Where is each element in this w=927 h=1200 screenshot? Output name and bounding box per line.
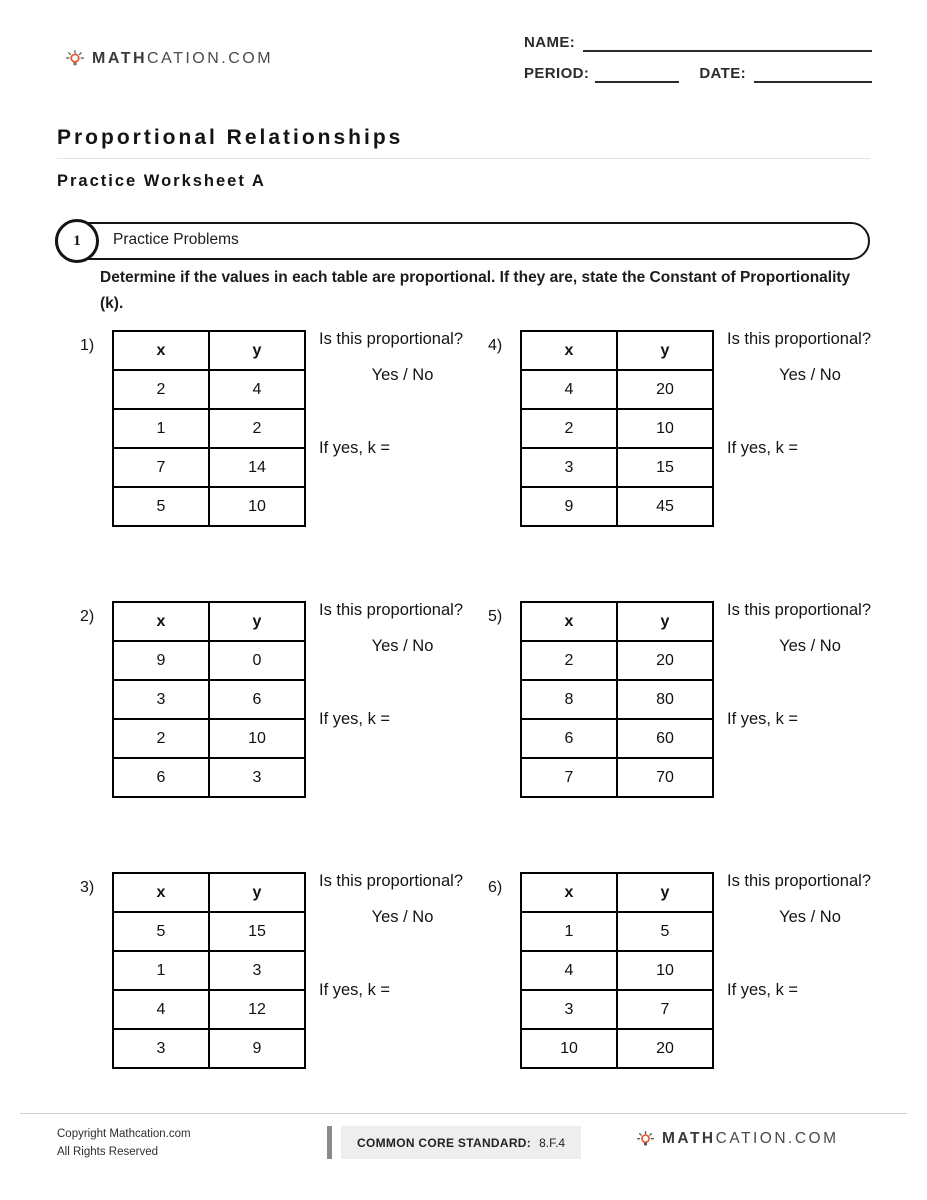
lightbulb-icon (637, 1131, 654, 1148)
table-row (113, 719, 305, 758)
table-row (521, 1029, 713, 1068)
table-row (521, 912, 713, 951)
cell-x: 4 (521, 951, 617, 990)
cell-x: 10 (521, 1029, 617, 1068)
table-row (521, 990, 713, 1029)
section-banner (55, 222, 870, 260)
table-header-row (113, 873, 305, 912)
col-header-x: x (113, 602, 209, 641)
page-subtitle: Practice Worksheet A (57, 172, 266, 190)
problem-number: 6) (488, 879, 503, 896)
table-row (521, 448, 713, 487)
yes-no-options: Yes / No (779, 366, 841, 384)
problem-3 (78, 872, 486, 1069)
cell-x: 7 (521, 758, 617, 797)
problem-2 (78, 601, 486, 798)
proportional-question: Is this proportional? (727, 330, 871, 348)
period-label: PERIOD: (524, 65, 590, 82)
proportional-question: Is this proportional? (727, 872, 871, 890)
col-header-x: x (521, 602, 617, 641)
cell-x: 3 (521, 990, 617, 1029)
cell-y: 4 (209, 370, 305, 409)
xy-table (520, 601, 714, 798)
table-row (113, 409, 305, 448)
name-label: NAME: (524, 34, 576, 51)
table-header-row (113, 331, 305, 370)
xy-table (112, 330, 306, 527)
cell-x: 2 (521, 409, 617, 448)
cell-y: 2 (209, 409, 305, 448)
brand-light: CATION.COM (147, 50, 274, 67)
title-divider (57, 158, 870, 159)
table-row (521, 680, 713, 719)
cell-x: 2 (521, 641, 617, 680)
problem-number: 1) (80, 337, 95, 354)
col-header-y: y (617, 873, 713, 912)
table-row (113, 680, 305, 719)
brand-text (662, 1130, 839, 1148)
cell-y: 10 (209, 487, 305, 526)
cell-y: 45 (617, 487, 713, 526)
standard-label: COMMON CORE STANDARD: (357, 1135, 532, 1150)
table-row (521, 487, 713, 526)
problem-number: 2) (80, 608, 95, 625)
table-row (113, 990, 305, 1029)
table-header-row (113, 602, 305, 641)
table-row (521, 719, 713, 758)
cell-y: 15 (209, 912, 305, 951)
cell-y: 9 (209, 1029, 305, 1068)
cell-y: 80 (617, 680, 713, 719)
cell-y: 70 (617, 758, 713, 797)
col-header-y: y (209, 331, 305, 370)
proportional-question: Is this proportional? (319, 601, 463, 619)
problem-1 (78, 330, 486, 527)
mathcation-logo (66, 50, 273, 68)
table-row (113, 641, 305, 680)
cell-y: 14 (209, 448, 305, 487)
table-row (521, 641, 713, 680)
copyright-line-1: Copyright Mathcation.com (57, 1128, 191, 1140)
common-core-standard (327, 1126, 581, 1159)
table-header-row (521, 873, 713, 912)
mathcation-footer-logo (637, 1130, 839, 1148)
problem-5 (486, 601, 893, 798)
cell-y: 6 (209, 680, 305, 719)
cell-y: 15 (617, 448, 713, 487)
table-row (113, 758, 305, 797)
cell-y: 20 (617, 1029, 713, 1068)
date-label: DATE: (699, 65, 747, 82)
standard-value: 8.F.4 (539, 1135, 566, 1150)
problem-number: 5) (488, 608, 503, 625)
col-header-y: y (617, 331, 713, 370)
question-block (727, 330, 893, 458)
col-header-y: y (617, 602, 713, 641)
table-header-row (521, 331, 713, 370)
yes-no-options: Yes / No (779, 637, 841, 655)
page-title: Proportional Relationships (57, 126, 404, 149)
xy-table (112, 872, 306, 1069)
name-row (524, 33, 872, 52)
cell-x: 2 (113, 370, 209, 409)
student-fields (524, 33, 872, 95)
col-header-x: x (113, 331, 209, 370)
problem-6 (486, 872, 893, 1069)
cell-y: 7 (617, 990, 713, 1029)
table-row (521, 758, 713, 797)
cell-x: 6 (113, 758, 209, 797)
col-header-y: y (209, 602, 305, 641)
col-header-x: x (521, 331, 617, 370)
cell-x: 9 (113, 641, 209, 680)
question-block (319, 330, 486, 458)
col-header-x: x (113, 873, 209, 912)
xy-table (520, 872, 714, 1069)
xy-table (520, 330, 714, 527)
yes-no-options: Yes / No (371, 366, 434, 384)
table-row (113, 448, 305, 487)
brand-light: CATION.COM (715, 1130, 839, 1147)
cell-x: 7 (113, 448, 209, 487)
cell-x: 4 (521, 370, 617, 409)
cell-x: 5 (113, 487, 209, 526)
cell-x: 6 (521, 719, 617, 758)
brand-bold: MATH (662, 1130, 716, 1147)
section-title: Practice Problems (113, 231, 239, 248)
cell-y: 10 (617, 409, 713, 448)
cell-y: 5 (617, 912, 713, 951)
k-prompt: If yes, k = (727, 981, 799, 999)
standard-box (341, 1126, 581, 1159)
cell-y: 20 (617, 370, 713, 409)
proportional-question: Is this proportional? (727, 601, 871, 619)
proportional-question: Is this proportional? (319, 872, 463, 890)
cell-x: 3 (113, 1029, 209, 1068)
cell-x: 3 (113, 680, 209, 719)
footer-divider (20, 1113, 907, 1114)
yes-no-options: Yes / No (779, 908, 841, 926)
problem-4 (486, 330, 893, 527)
question-block (727, 601, 893, 729)
problems-grid (78, 330, 893, 1069)
instructions-text: Determine if the values in each table are proportional. If they are, state the Constant of Proportionality (k). (100, 269, 851, 312)
k-prompt: If yes, k = (727, 439, 799, 457)
yes-no-options: Yes / No (371, 637, 434, 655)
table-row (113, 912, 305, 951)
cell-x: 1 (113, 951, 209, 990)
k-prompt: If yes, k = (319, 710, 391, 728)
table-row (113, 1029, 305, 1068)
cell-y: 10 (617, 951, 713, 990)
col-header-x: x (521, 873, 617, 912)
proportional-question: Is this proportional? (319, 330, 463, 348)
lightbulb-icon (66, 50, 84, 68)
cell-y: 20 (617, 641, 713, 680)
problem-number: 3) (80, 879, 95, 896)
cell-y: 3 (209, 951, 305, 990)
yes-no-options: Yes / No (371, 908, 434, 926)
table-row (113, 370, 305, 409)
table-row (521, 370, 713, 409)
copyright-line-2: All Rights Reserved (57, 1146, 158, 1159)
cell-x: 1 (521, 912, 617, 951)
brand-bold: MATH (92, 50, 148, 67)
k-prompt: If yes, k = (727, 710, 799, 728)
k-prompt: If yes, k = (319, 981, 391, 999)
table-header-row (521, 602, 713, 641)
cell-y: 60 (617, 719, 713, 758)
cell-y: 12 (209, 990, 305, 1029)
table-row (521, 951, 713, 990)
brand-text (92, 50, 273, 68)
cell-x: 2 (113, 719, 209, 758)
problem-number: 4) (488, 337, 503, 354)
cell-x: 5 (113, 912, 209, 951)
question-block (727, 872, 893, 1000)
name-blank-line (583, 33, 872, 52)
table-row (113, 487, 305, 526)
cell-y: 3 (209, 758, 305, 797)
cell-y: 10 (209, 719, 305, 758)
table-row (113, 951, 305, 990)
col-header-y: y (209, 873, 305, 912)
xy-table (112, 601, 306, 798)
question-block (319, 601, 486, 729)
cell-x: 3 (521, 448, 617, 487)
copyright-text (57, 1125, 191, 1162)
k-prompt: If yes, k = (319, 439, 391, 457)
period-blank-line (595, 64, 679, 83)
period-date-row (524, 64, 872, 83)
standard-accent-bar (327, 1126, 332, 1159)
table-row (521, 409, 713, 448)
cell-x: 1 (113, 409, 209, 448)
cell-x: 4 (113, 990, 209, 1029)
cell-x: 9 (521, 487, 617, 526)
cell-x: 8 (521, 680, 617, 719)
cell-y: 0 (209, 641, 305, 680)
question-block (319, 872, 486, 1000)
date-blank-line (754, 64, 872, 83)
section-number-badge: 1 (55, 219, 99, 263)
